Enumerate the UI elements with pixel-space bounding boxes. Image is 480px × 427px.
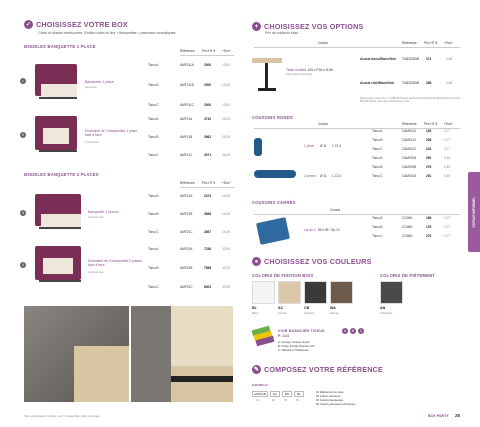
row-price: 3710: [204, 117, 212, 121]
row-eco: 26,25: [222, 153, 230, 157]
table-row: [360, 81, 464, 93]
number-badge: 1: [20, 78, 26, 84]
row-ref: AMF21A: [180, 194, 193, 198]
row-price: 2000: [204, 103, 212, 107]
group1-rows: [148, 63, 238, 123]
col-ref-header: Référence: [180, 181, 195, 185]
col-ref-header: Référence: [402, 122, 417, 126]
ref-box: AMF22B: [252, 391, 268, 397]
row-price: 291: [426, 174, 432, 178]
row-price: 178: [426, 225, 432, 229]
col-ref-header: Référence: [402, 41, 417, 45]
table-note: Dossier haut et haut 74 x 1 / 2 KBE BC Dossier latéral confortable RAL 9k Plateau Bois en Incolore DE 0.80 Pose à même des revêtements 1 x 0.80: [360, 98, 461, 103]
swatch-an[interactable]: [380, 281, 403, 304]
two-bench-face-image: [35, 116, 81, 156]
row-eco: 0,49: [444, 156, 451, 160]
col-price-header: Prix HT €: [202, 49, 216, 53]
pietement-label: COLORIS DE PIÈTEMENT: [380, 273, 436, 278]
table-row: [148, 117, 238, 135]
row-tissu: Tissu C: [148, 230, 159, 234]
row-price: 243: [426, 147, 432, 151]
one-seat-bench-image: [35, 64, 81, 102]
tissu-list-item: A: Omega, Unique Vinyle: [278, 340, 310, 344]
tissu-title[interactable]: VOIR NUANCIER TISSUS: [278, 329, 325, 333]
swatch-wa[interactable]: [330, 281, 353, 304]
right-subtitle: Prix de couleurs tissu: [265, 31, 299, 35]
group3-rows: [148, 194, 238, 248]
table-sublabel: Pied support bois acier: [286, 73, 313, 76]
table-label: Table mobile: [286, 68, 306, 72]
row-tissu: Tissu C: [148, 153, 159, 157]
pencil-icon: ✎: [253, 367, 260, 373]
ref-box: BG: [282, 391, 292, 397]
row-ref: AMF11C: [180, 153, 193, 157]
pied-code: AN: [380, 306, 386, 310]
col-eco-header: +Eco*: [444, 122, 453, 126]
col-price-header: Prix HT €: [202, 181, 216, 185]
col-eco-header: +Eco*: [444, 41, 453, 45]
row-ref: CAM0023: [402, 174, 417, 178]
ronds-rows: [372, 129, 462, 183]
product-photo-right: [131, 306, 233, 402]
ref-box-num: 03: [284, 399, 287, 402]
divider: [254, 214, 460, 215]
palette-icon: ●: [252, 257, 261, 266]
row-price: 3962: [204, 135, 212, 139]
ref-legend: 04 Coloris panneaux phoniques: [316, 402, 356, 406]
row-tissu: Tissu B: [372, 138, 383, 142]
row-eco: 0,77: [444, 147, 451, 151]
table-row: [148, 247, 238, 266]
row-eco: 0,77: [444, 225, 451, 229]
row-tissu: Tissu B: [372, 225, 383, 229]
row-ref: AMF21B: [180, 212, 193, 216]
swatch-cb[interactable]: [304, 281, 327, 304]
table-row: [148, 230, 238, 248]
table-row: [148, 194, 238, 212]
row-ref: AMF22B: [180, 266, 193, 270]
table-row: [372, 225, 462, 234]
row-price: 276: [426, 165, 432, 169]
row-tissu: Tissu C: [148, 103, 159, 107]
carres-label: Lot de 4: [304, 228, 316, 232]
row-tissu: Tissu A: [372, 129, 383, 133]
row-ref: AMF111A: [180, 63, 194, 67]
row-coloris: Acacia blanc/Blanc/Noir: [360, 57, 397, 61]
right-title-text: CHOISISSEZ VOS OPTIONS: [264, 22, 364, 31]
row-eco: 13,00: [222, 103, 230, 107]
row-ref: CCM61: [402, 216, 413, 220]
group1-sublabel: personne: [85, 85, 97, 89]
row-price: 8003: [204, 285, 212, 289]
row-price: 2000: [204, 83, 212, 87]
product-photo-left: [24, 306, 129, 402]
group3-label: Banquette 2 places: [88, 210, 119, 214]
row-price: 2668: [204, 212, 212, 216]
plus-icon: +: [252, 22, 261, 31]
table-row: [372, 129, 462, 138]
left-title-text: CHOISISSEZ VOTRE BOX: [36, 20, 128, 29]
section-one-seat: MODÈLES BANQUETTE 1 PLACE: [24, 44, 96, 49]
fabric-sample-image: [252, 328, 274, 348]
check-icon: ✓: [25, 22, 32, 28]
row-eco: 32,90: [222, 285, 230, 289]
row-ref: AMF111B: [180, 83, 194, 87]
row-price: 7568: [204, 266, 212, 270]
table-row: [148, 153, 238, 171]
row-ref: CAM0112: [402, 147, 416, 151]
left-subtitle: Côtés et dossier rembourrés. Finition cotés et dos + banquettes = panneaux acoustiques.: [38, 31, 177, 35]
table-row: [148, 212, 238, 230]
number-badge: 2: [20, 132, 26, 138]
row-price: 2474: [204, 194, 212, 198]
ref-legend: 03 Coloris banquettes: [316, 398, 344, 402]
group4-sublabel: 4 personnes: [88, 270, 104, 274]
col-eco-header: +Eco*: [222, 181, 231, 185]
row-ref: CAM0114: [402, 129, 416, 133]
ref-legend: 01 Référence de base: [316, 390, 344, 394]
table-row: [148, 83, 238, 103]
group1-label: Banquette 1 place: [85, 80, 114, 84]
pied-name: Anthracite: [380, 311, 393, 315]
group4-rows: [148, 247, 238, 304]
row-eco: 26,25: [222, 135, 230, 139]
two-seat-face-image: [35, 246, 85, 288]
row-eco: 0,49: [444, 165, 451, 169]
col-coloris-header: Coloris: [330, 208, 340, 212]
swatch-ac[interactable]: [278, 281, 301, 304]
swatch-name: Blanc: [252, 311, 259, 315]
table-row: [372, 156, 462, 165]
row-ref: AMF11A: [180, 117, 193, 121]
tissu-letter-c[interactable]: C: [359, 329, 363, 333]
row-eco: 16,45: [222, 212, 230, 216]
couleurs-title: [252, 257, 372, 266]
two-seat-bench-image: [35, 194, 85, 234]
row-tissu: Tissu A: [148, 194, 159, 198]
table-rows: [360, 57, 464, 93]
swatch-name: Acacia: [278, 311, 287, 315]
reference-title: [252, 365, 383, 374]
side-tab[interactable]: [468, 172, 480, 252]
ronds-b-dia: Ø 11: [320, 174, 327, 178]
row-eco: 32,90: [222, 266, 230, 270]
reference-title-text: COMPOSEZ VOTRE RÉFÉRENCE: [264, 365, 384, 374]
group2-rows: [148, 117, 238, 171]
row-tissu: Tissu B: [148, 266, 159, 270]
row-price: 7236: [204, 247, 212, 251]
row-ref: AMF21C: [180, 230, 193, 234]
table-row: [372, 216, 462, 225]
col-eco-header: +Eco*: [222, 49, 231, 53]
tissu-page: P. 324: [278, 334, 290, 338]
ref-box: AC: [270, 391, 280, 397]
ref-box-num: 01: [256, 399, 259, 402]
row-eco: 0,77: [444, 129, 451, 133]
table-row: [372, 165, 462, 174]
ref-box: BL: [294, 391, 304, 397]
row-ref: CCM61: [402, 225, 413, 229]
row-eco: 0,77: [444, 234, 451, 238]
table-dims: L.105 x P.54 x H.68: [305, 68, 333, 72]
row-tissu: Tissu A: [148, 117, 159, 121]
table-row: [148, 266, 238, 285]
row-ref: AMF22A: [180, 247, 193, 251]
divider: [254, 47, 460, 48]
row-tissu: Tissu C: [372, 147, 383, 151]
ronds-a-label: 1 pièce: [304, 144, 315, 148]
swatch-code: CB: [304, 306, 310, 310]
row-ref: AMF11B: [180, 135, 193, 139]
group2-sublabel: 1 personne: [85, 140, 99, 144]
row-price: 2867: [204, 230, 212, 234]
table-image: [252, 58, 282, 94]
row-tissu: Tissu A: [148, 247, 159, 251]
tissu-list-item: C: Mélodie et Vullanovim: [278, 348, 309, 352]
group3-sublabel: 2 personnes: [88, 215, 104, 219]
row-price: 276: [426, 234, 432, 238]
table-row: [360, 57, 464, 69]
row-price: 260: [426, 156, 432, 160]
row-price: 374: [426, 57, 432, 61]
ronds-b-len: L.72,4: [332, 174, 341, 178]
side-tab-label: ESPACE INFORMEL: [472, 196, 476, 228]
table-row: [372, 147, 462, 156]
swatch-code: WA: [330, 306, 336, 310]
tissu-letter-a[interactable]: A: [343, 329, 347, 333]
col-ref-header: Référence: [180, 49, 195, 53]
number-badge: 4: [20, 262, 26, 268]
exemple-label: EXEMPLE:: [252, 383, 269, 387]
round-cushion-pair-image: [254, 170, 296, 178]
row-tissu: Tissu B: [148, 83, 159, 87]
col-price-header: Prix HT €: [424, 122, 438, 126]
swatch-code: BL: [252, 306, 257, 310]
finition-label: COLORIS DE FINITION BOIS: [252, 273, 314, 278]
ref-box-num: 02: [272, 399, 275, 402]
row-coloris: Acacia clair/Blanc/Noir: [360, 81, 395, 85]
row-eco: 0,68: [446, 57, 453, 61]
row-price: 208: [426, 138, 432, 142]
ronds-a-len: L.72,4: [332, 144, 341, 148]
table-row: [372, 174, 462, 183]
row-price: 2000: [204, 63, 212, 67]
row-ref: TAB22283B: [402, 81, 419, 85]
footer-brand: BOX PARTY: [428, 414, 449, 418]
row-price: 4071: [204, 153, 212, 157]
right-title: [252, 22, 363, 31]
couleurs-title-text: CHOISISSEZ VOS COULEURS: [264, 257, 372, 266]
row-tissu: Tissu B: [148, 135, 159, 139]
row-tissu: Tissu C: [372, 174, 383, 178]
row-eco: 13,00: [222, 63, 230, 67]
tissu-letter-b[interactable]: B: [351, 329, 355, 333]
divider: [180, 187, 234, 188]
row-eco: 13,00: [222, 83, 230, 87]
left-title: [24, 20, 128, 29]
swatch-name: Charbon: [304, 311, 315, 315]
row-ref: TAB22283B: [402, 57, 419, 61]
left-footnote: *Eco-participation mobilier, voir TC assemblé, tarifs à la page.: [24, 414, 101, 418]
row-eco: 0,77: [444, 216, 451, 220]
row-ref: AMF22C: [180, 285, 193, 289]
carres-dims: 59 x 59 · Ep.12: [318, 228, 340, 232]
row-ref: CAM0025: [402, 165, 417, 169]
col-coloris-header: Coloris: [318, 41, 328, 45]
ronds-a-dia: Ø 11: [320, 144, 327, 148]
swatch-code: AC: [278, 306, 284, 310]
row-tissu: Tissu B: [372, 165, 383, 169]
row-tissu: Tissu A: [372, 156, 383, 160]
row-price: 398: [426, 81, 432, 85]
row-ref: CCM61: [402, 234, 413, 238]
coussins-ronds-title: COUSSINS RONDS: [252, 115, 293, 120]
coussins-carres-title: COUSSINS CARRÉS: [252, 200, 296, 205]
row-eco: 0,77: [444, 138, 451, 142]
table-row: [148, 63, 238, 83]
ronds-b-label: 2 pièces: [304, 174, 316, 178]
group4-label: Ensemble de 2 banquettes 2 places face à face: [88, 259, 142, 267]
row-eco: 0,68: [446, 81, 453, 85]
row-tissu: Tissu C: [148, 285, 159, 289]
group2-label: Ensemble de 2 banquettes 1 place face à face: [85, 129, 138, 137]
row-ref: AMF111C: [180, 103, 194, 107]
table-row: [148, 135, 238, 153]
ref-legend: 02 Coloris structure: [316, 394, 341, 398]
row-eco: 0,49: [444, 174, 451, 178]
row-tissu: Tissu B: [148, 212, 159, 216]
round-cushion-image: [254, 138, 262, 156]
row-tissu: Tissu A: [148, 63, 159, 67]
col-price-header: Prix HT €: [424, 41, 438, 45]
table-row: [372, 138, 462, 147]
row-eco: 26,25: [222, 117, 230, 121]
row-eco: 16,45: [222, 194, 230, 198]
row-ref: CAM0113: [402, 138, 416, 142]
number-badge: 3: [20, 210, 26, 216]
row-tissu: Tissu A: [372, 216, 383, 220]
square-cushion-image: [256, 217, 290, 245]
ref-box-num: 04: [296, 399, 299, 402]
row-eco: 32,90: [222, 247, 230, 251]
row-ref: CAM0024: [402, 156, 417, 160]
tissu-list-item: B: Oxidy, Flockly Sinorine CS: [278, 344, 315, 348]
table-row: [372, 234, 462, 243]
col-coloris-header: Coloris: [318, 122, 328, 126]
row-price: 193: [426, 129, 432, 133]
row-eco: 16,45: [222, 230, 230, 234]
divider: [180, 55, 234, 56]
section-two-seat: MODÈLES BANQUETTE 2 PLACES: [24, 172, 99, 177]
table-row: [148, 285, 238, 304]
page-number: 25: [455, 413, 461, 418]
carres-rows: [372, 216, 462, 243]
swatch-bl[interactable]: [252, 281, 275, 304]
swatch-name: Wenge: [330, 311, 339, 315]
row-tissu: Tissu C: [372, 234, 383, 238]
row-price: 166: [426, 216, 432, 220]
